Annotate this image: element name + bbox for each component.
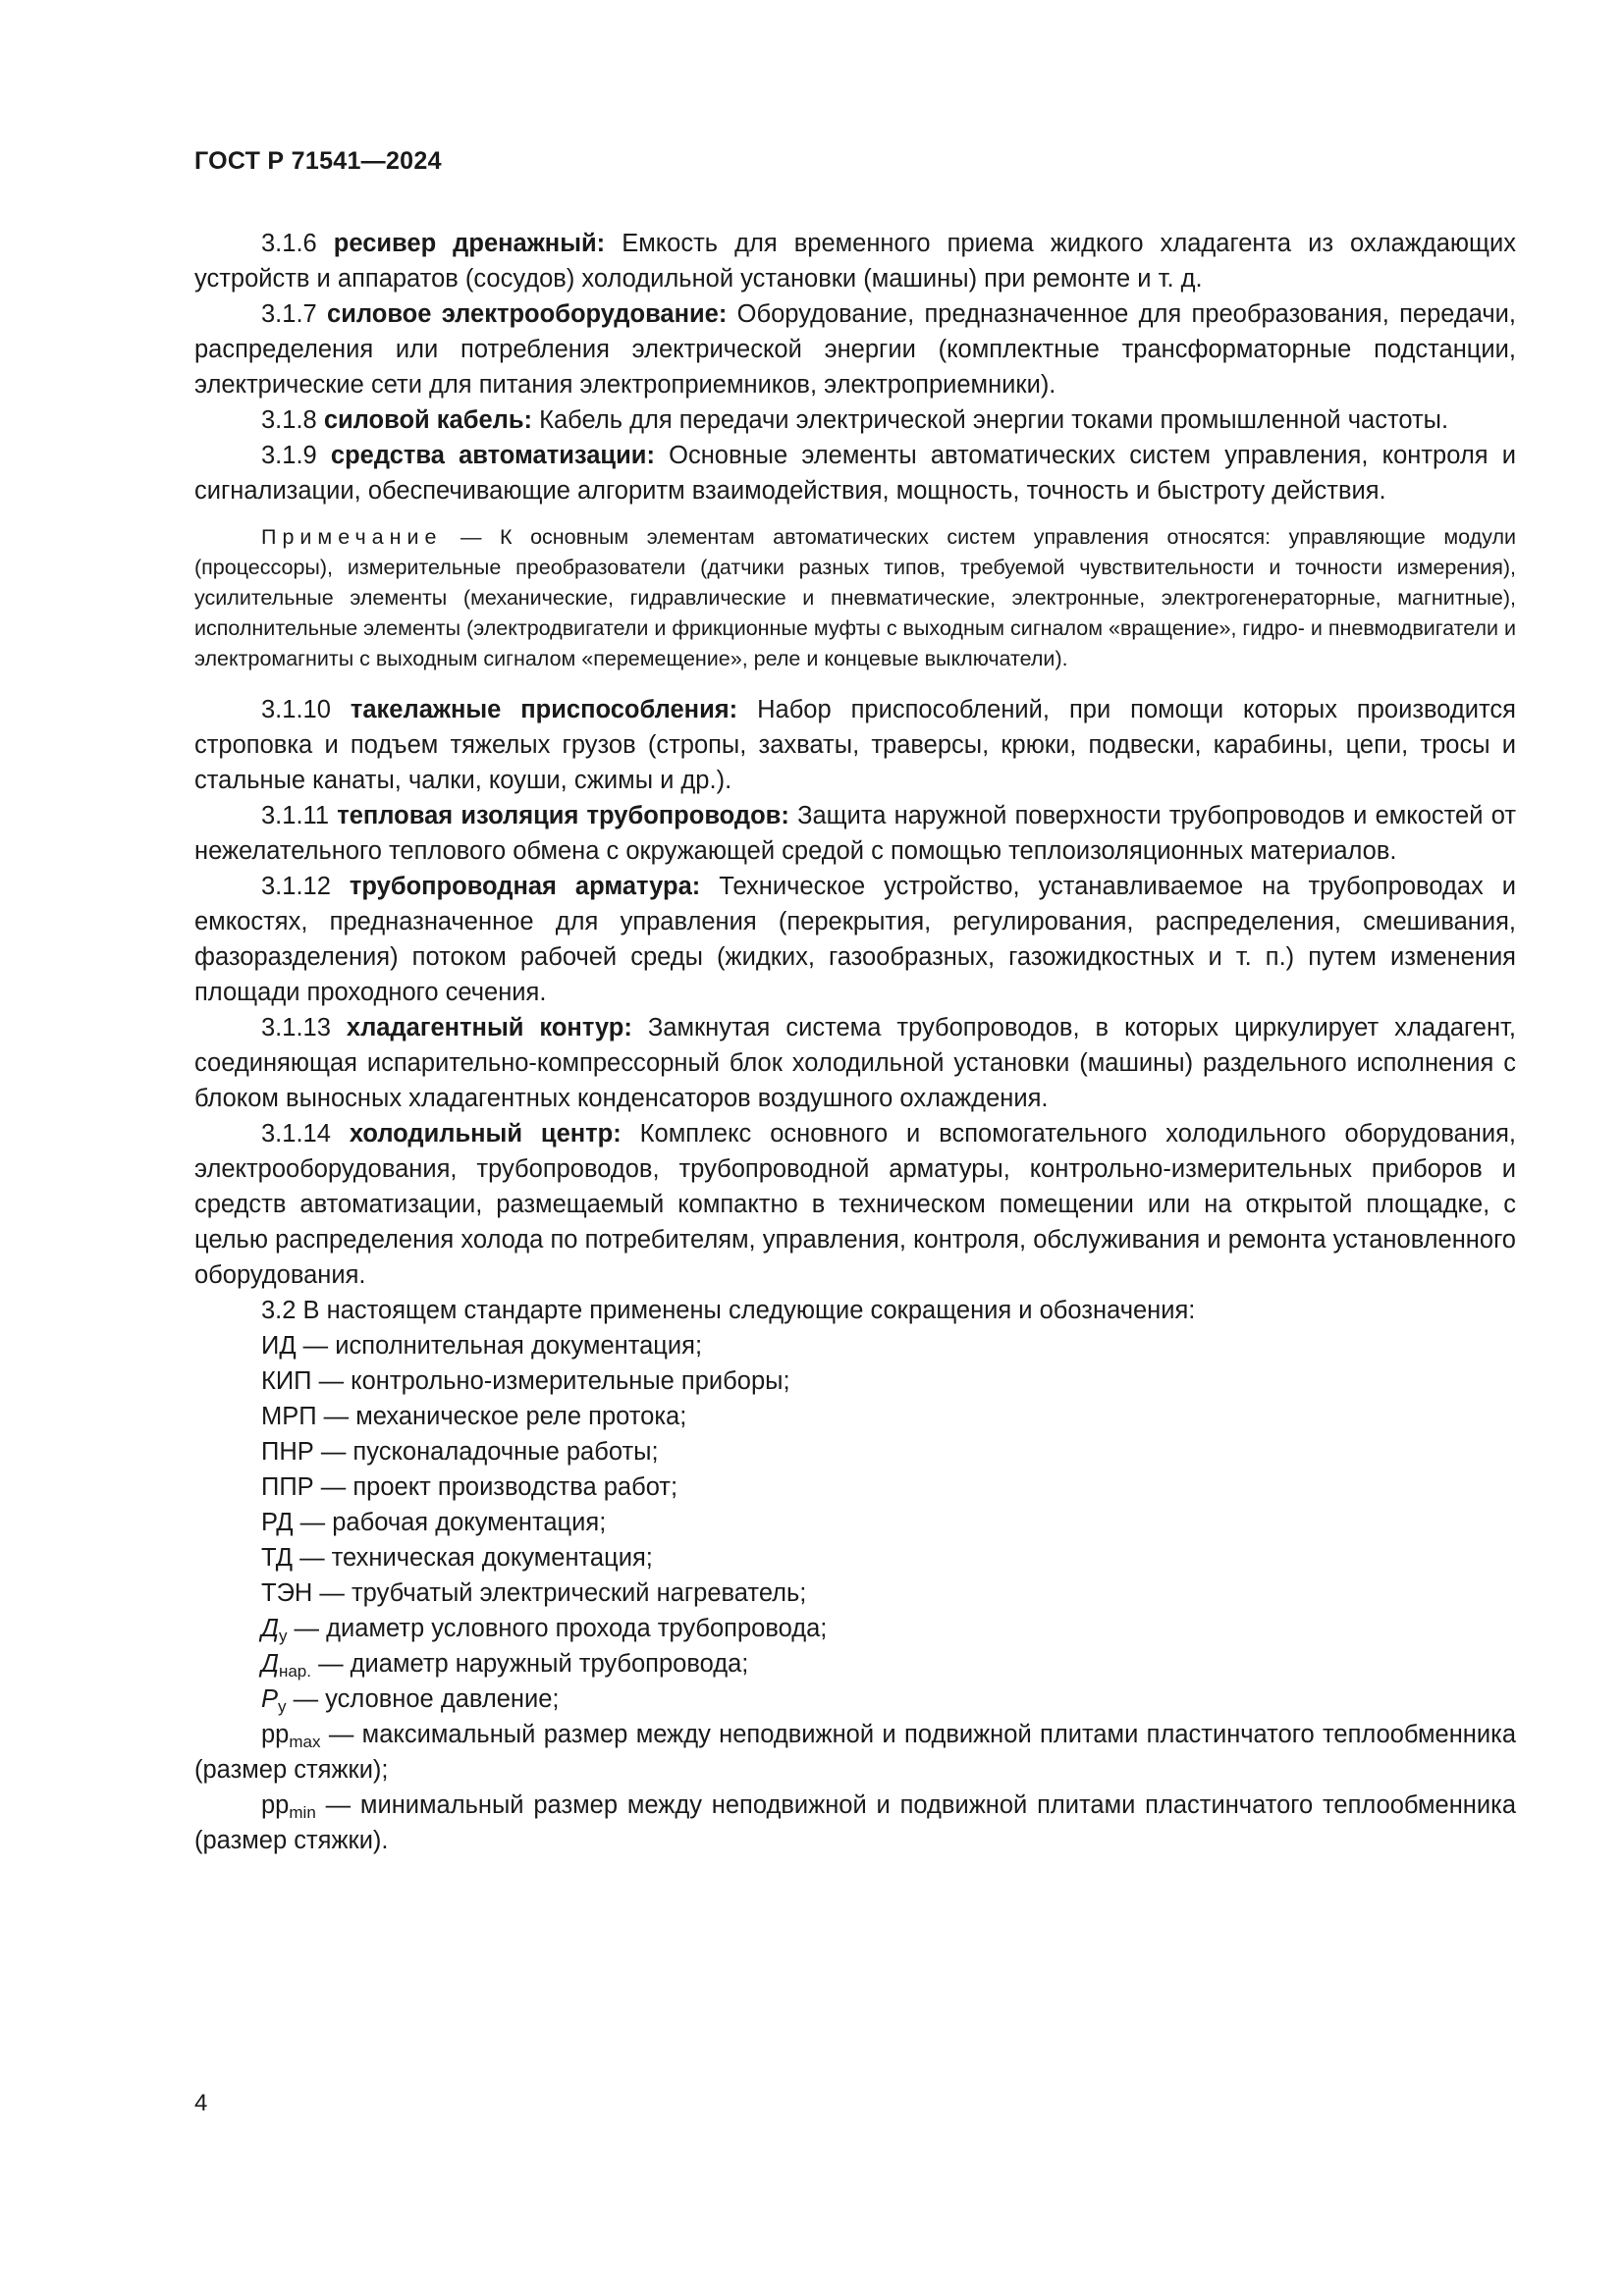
symbol-base: Д xyxy=(261,1615,279,1642)
definition-text: Защита наружной поверхности трубопроводов и емкостей от нежелательного теплового обмена с окружающей средой с помощью теплоизоляционных материалов. xyxy=(194,802,1516,865)
abbreviations-intro: 3.2 В настоящем стандарте применены следующие сокращения и обозначения: xyxy=(261,1297,1196,1324)
symbol-subscript: у xyxy=(278,1697,287,1716)
definition-term: силовое электрооборудование: xyxy=(327,300,728,328)
definition-term: холодильный центр: xyxy=(349,1120,622,1148)
definitions-list-2 xyxy=(194,692,1516,1293)
definition-item xyxy=(194,402,1516,438)
definition-number: 3.1.7 xyxy=(261,300,317,328)
definition-item xyxy=(194,296,1516,402)
symbol-subscript: min xyxy=(289,1803,316,1822)
symbols-list-2 xyxy=(194,1717,1516,1858)
symbol-item xyxy=(194,1717,1516,1788)
definition-item xyxy=(194,1010,1516,1116)
symbol-text: — диаметр условного прохода трубопровода; xyxy=(287,1615,828,1642)
definition-item xyxy=(194,438,1516,508)
definition-number: 3.1.10 xyxy=(261,696,331,723)
note-text: — К основным элементам автоматических систем управления относятся: управляющие модули (процессоры), измерительные преобразователи (датчики разных типов, требуемой чувствительности и точности измерения), усилительные элементы (механические, гидравлические и пневматические, электронные, электрогенераторные, магнитные), исполнительные элементы (электродвигатели и фрикционные муфты с выходным сигналом «вращение», гидро- и пневмодвигатели и электромагниты с выходным сигналом «перемещение», реле и концевые выключатели). xyxy=(194,525,1517,670)
document-code: ГОСТ Р 71541—2024 xyxy=(194,147,442,175)
definition-text: Техническое устройство, устанавливаемое на трубопроводах и емкостях, предназначенное для управления (перекрытия, регулирования, распределения, смешивания, фазоразделения) потоком рабочей среды (жидких, газообразных, газожидкостных и т. п.) путем изменения площади проходного сечения. xyxy=(194,873,1516,1006)
symbol-item xyxy=(194,1611,1516,1646)
definition-number: 3.1.12 xyxy=(261,873,331,900)
symbol-item xyxy=(194,1646,1516,1682)
definition-term: тепловая изоляция трубопроводов: xyxy=(337,802,789,829)
symbol-subscript: у xyxy=(278,1627,288,1645)
definition-text: Комплекс основного и вспомогательного холодильного оборудования, электрооборудования, трубопроводов, трубопроводной арматуры, контрольно-измерительных приборов и средств автоматизации, размещаемый компактно в техническом помещении или на открытой площадке, с целью распределения холода по потребителям, управления, контроля, обслуживания и ремонта установленного оборудования. xyxy=(194,1120,1517,1289)
definition-text: Емкость для временного приема жидкого хладагента из охлаждающих устройств и аппаратов (сосудов) холодильной установки (машины) при ремонте и т. д. xyxy=(194,230,1516,293)
abbreviations-list xyxy=(194,1328,1516,1611)
symbol-item xyxy=(194,1682,1516,1717)
abbreviation-item: МРП — механическое реле протока; xyxy=(261,1403,687,1430)
definition-text: Оборудование, предназначенное для преобразования, передачи, распределения или потребления электрической энергии (комплектные трансформаторные подстанции, электрические сети для питания электроприемников, электроприемники). xyxy=(194,300,1517,399)
definition-text: Набор приспособлений, при помощи которых производится строповка и подъем тяжелых грузов (стропы, захваты, траверсы, крюки, подвески, карабины, цепи, тросы и стальные канаты, чалки, коуши, сжимы и др.). xyxy=(194,696,1516,794)
symbol-subscript: max xyxy=(289,1733,321,1751)
symbol-text: — минимальный размер между неподвижной и подвижной плитами пластинчатого теплообменника (размер стяжки). xyxy=(194,1791,1516,1854)
abbreviation-item: РД — рабочая документация; xyxy=(261,1509,607,1536)
definition-term: силовой кабель: xyxy=(323,406,533,434)
symbols-list xyxy=(194,1611,1516,1717)
symbol-text: — диаметр наружный трубопровода; xyxy=(311,1650,749,1678)
abbreviation-item: ППР — проект производства работ; xyxy=(261,1473,678,1501)
abbreviation-item: КИП — контрольно-измерительные приборы; xyxy=(261,1367,790,1395)
symbol-base: pp xyxy=(261,1721,290,1748)
abbreviation-item: ПНР — пусконаладочные работы; xyxy=(261,1438,659,1466)
definition-item xyxy=(194,226,1516,296)
definition-term: средства автоматизации: xyxy=(330,442,655,469)
definition-number: 3.1.14 xyxy=(261,1120,331,1148)
symbol-text: — максимальный размер между неподвижной и подвижной плитами пластинчатого теплообменника (размер стяжки); xyxy=(194,1721,1516,1784)
definitions-list xyxy=(194,226,1516,508)
definition-text: Основные элементы автоматических систем управления, контроля и сигнализации, обеспечивающие алгоритм взаимодействия, мощность, точность и быстроту действия. xyxy=(194,442,1516,505)
definition-number: 3.1.13 xyxy=(261,1014,331,1041)
definition-item xyxy=(194,798,1516,869)
definition-item xyxy=(194,869,1516,1010)
definition-item xyxy=(194,692,1516,798)
definition-number: 3.1.8 xyxy=(261,406,317,434)
definition-number: 3.1.9 xyxy=(261,442,317,469)
symbol-item xyxy=(194,1788,1516,1858)
definition-text: Кабель для передачи электрической энергии токами промышленной частоты. xyxy=(539,406,1449,434)
abbreviation-item: ТЭН — трубчатый электрический нагреватель; xyxy=(261,1579,807,1607)
note xyxy=(194,522,1516,674)
note-label: Примечание xyxy=(261,525,443,549)
definition-term: хладагентный контур: xyxy=(346,1014,632,1041)
abbreviation-item: ТД — техническая документация; xyxy=(261,1544,653,1572)
symbol-subscript: нар. xyxy=(278,1662,311,1681)
symbol-base: Д xyxy=(261,1650,279,1678)
symbol-base: pp xyxy=(261,1791,290,1819)
abbreviation-item: ИД — исполнительная документация; xyxy=(261,1332,703,1360)
page-number: 4 xyxy=(194,2090,208,2116)
definition-term: ресивер дренажный: xyxy=(333,230,606,257)
document-body xyxy=(194,226,1516,1858)
symbol-base: Р xyxy=(261,1685,279,1713)
definition-number: 3.1.6 xyxy=(261,230,317,257)
definition-item xyxy=(194,1116,1516,1293)
symbol-text: — условное давление; xyxy=(286,1685,560,1713)
definition-term: трубопроводная арматура: xyxy=(349,873,701,900)
definition-number: 3.1.11 xyxy=(261,802,330,829)
definition-term: такелажные приспособления: xyxy=(350,696,738,723)
definition-text: Замкнутая система трубопроводов, в которых циркулирует хладагент, соединяющая испарительно-компрессорный блок холодильной установки (машины) раздельного исполнения с блоком выносных хладагентных конденсаторов воздушного охлаждения. xyxy=(194,1014,1516,1112)
